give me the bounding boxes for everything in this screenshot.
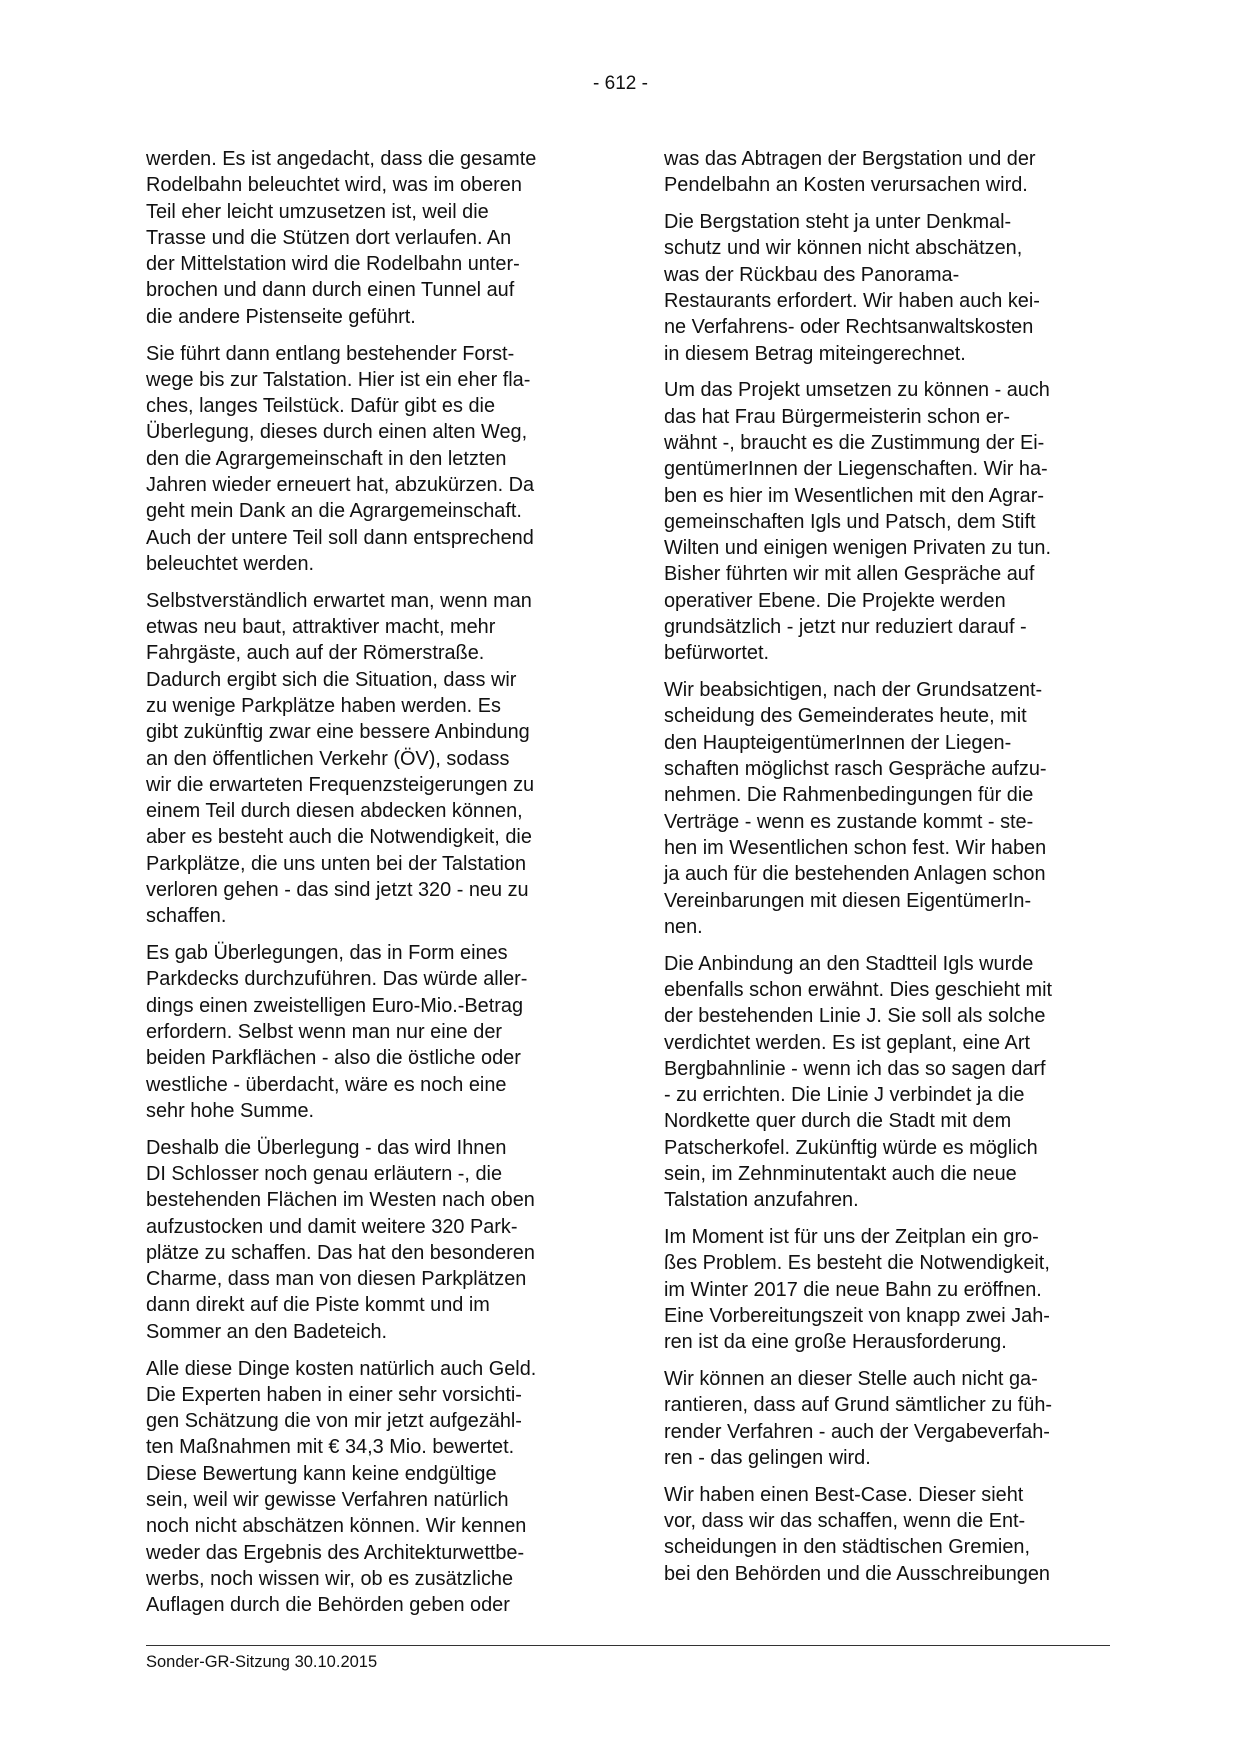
text-line: ten Maßnahmen mit € 34,3 Mio. bewertet. — [146, 1436, 515, 1459]
paragraph — [146, 940, 594, 1124]
text-line: Alle diese Dinge kosten natürlich auch Geld. — [146, 1357, 537, 1380]
text-line: Sie führt dann entlang bestehender Forst- — [146, 342, 515, 365]
text-line: Die Bergstation steht ja unter Denkmal- — [664, 211, 1012, 234]
text-line: schaften möglichst rasch Gespräche aufzu- — [664, 758, 1047, 781]
text-line: vor, dass wir das schaffen, wenn die Ent- — [664, 1510, 1026, 1533]
text-line: den die Agrargemeinschaft in den letzten — [146, 447, 507, 470]
text-line: einem Teil durch diesen abdecken können, — [146, 800, 523, 823]
left-column — [146, 146, 594, 1629]
text-line: beiden Parkflächen - also die östliche oder — [146, 1047, 521, 1070]
text-line: Teil eher leicht umzusetzen ist, weil die — [146, 200, 489, 223]
text-line: zu wenige Parkplätze haben werden. Es — [146, 694, 501, 717]
right-column — [664, 146, 1112, 1597]
text-line: gen Schätzung die von mir jetzt aufgezähl- — [146, 1410, 522, 1433]
text-line: Eine Vorbereitungszeit von knapp zwei Jah- — [664, 1304, 1050, 1327]
text-line: Vereinbarungen mit diesen EigentümerIn- — [664, 889, 1032, 912]
paragraph — [664, 1366, 1112, 1471]
text-line: Selbstverständlich erwartet man, wenn man — [146, 589, 532, 612]
text-line: Deshalb die Überlegung - das wird Ihnen — [146, 1136, 507, 1159]
paragraph — [146, 588, 594, 930]
text-line: Bergbahnlinie - wenn ich das so sagen darf — [664, 1057, 1046, 1080]
text-line: ßes Problem. Es besteht die Notwendigkeit, — [664, 1252, 1050, 1275]
text-line: Auch der untere Teil soll dann entsprechend — [146, 526, 534, 549]
text-line: werbs, noch wissen wir, ob es zusätzliche — [146, 1567, 514, 1590]
text-line: gemeinschaften Igls und Patsch, dem Stift — [664, 510, 1036, 533]
text-line: scheidung des Gemeinderates heute, mit — [664, 705, 1027, 728]
text-line: Jahren wieder erneuert hat, abzukürzen. Da — [146, 474, 535, 497]
text-line: im Winter 2017 die neue Bahn zu eröffnen. — [664, 1278, 1042, 1301]
paragraph — [664, 951, 1112, 1214]
text-line: ebenfalls schon erwähnt. Dies geschieht mit — [664, 978, 1053, 1001]
text-line: ben es hier im Wesentlichen mit den Agrar- — [664, 484, 1044, 507]
text-line: - zu errichten. Die Linie J verbindet ja die — [664, 1084, 1025, 1107]
text-line: render Verfahren - auch der Vergabeverfah- — [664, 1420, 1050, 1443]
text-line: ne Verfahrens- oder Rechtsanwaltskosten — [664, 316, 1034, 339]
text-line: wähnt -, braucht es die Zustimmung der Ei- — [664, 431, 1045, 454]
paragraph — [664, 146, 1112, 199]
text-line: Wir haben einen Best-Case. Dieser sieht — [664, 1483, 1024, 1506]
text-line: Diese Bewertung kann keine endgültige — [146, 1462, 497, 1485]
text-line: weder das Ergebnis des Architekturwettbe- — [146, 1541, 525, 1564]
text-line: Auflagen durch die Behörden geben oder — [146, 1594, 510, 1617]
text-line: sein, im Zehnminutentakt auch die neue — [664, 1162, 1017, 1185]
text-line: ren ist da eine große Herausforderung. — [664, 1331, 1007, 1354]
text-line: Parkdecks durchzuführen. Das würde aller- — [146, 968, 528, 991]
text-line: Wilten und einigen wenigen Privaten zu tun. — [664, 537, 1052, 560]
paragraph — [664, 1224, 1112, 1355]
text-line: operativer Ebene. Die Projekte werden — [664, 589, 1006, 612]
text-line: Talstation anzufahren. — [664, 1189, 859, 1212]
text-line: schutz und wir können nicht abschätzen, — [664, 237, 1023, 260]
text-line: Fahrgäste, auch auf der Römerstraße. — [146, 642, 485, 665]
text-line: Parkplätze, die uns unten bei der Talstation — [146, 852, 527, 875]
text-line: bestehenden Flächen im Westen nach oben — [146, 1189, 535, 1212]
text-line: Wir können an dieser Stelle auch nicht ga- — [664, 1368, 1038, 1391]
paragraph — [146, 1356, 594, 1619]
text-line: Die Experten haben in einer sehr vorsichti- — [146, 1383, 522, 1406]
paragraph — [146, 1135, 594, 1345]
footer-divider — [146, 1645, 1110, 1646]
text-line: rantieren, dass auf Grund sämtlicher zu füh- — [664, 1394, 1053, 1417]
text-line: den HaupteigentümerInnen der Liegen- — [664, 731, 1012, 754]
text-line: ja auch für die bestehenden Anlagen schon — [664, 863, 1046, 886]
text-line: erfordern. Selbst wenn man nur eine der — [146, 1021, 503, 1043]
text-line: nen. — [664, 915, 703, 938]
text-line: ren - das gelingen wird. — [664, 1446, 871, 1469]
text-line: Bisher führten wir mit allen Gespräche auf — [664, 563, 1035, 586]
page-number: - 612 - — [593, 73, 648, 94]
text-line: hen im Wesentlichen schon fest. Wir haben — [664, 836, 1047, 859]
text-line: was das Abtragen der Bergstation und der — [664, 148, 1036, 170]
text-line: verdichtet werden. Es ist geplant, eine Art — [664, 1031, 1030, 1054]
text-line: Verträge - wenn es zustande kommt - ste- — [664, 810, 1034, 833]
text-line: befürwortet. — [664, 642, 770, 665]
text-line: brochen und dann durch einen Tunnel auf — [146, 279, 515, 302]
text-line: die andere Pistenseite geführt. — [146, 305, 416, 328]
text-line: sehr hohe Summe. — [146, 1099, 315, 1122]
paragraph — [664, 209, 1112, 367]
text-line: beleuchtet werden. — [146, 552, 315, 575]
text-line: Rodelbahn beleuchtet wird, was im oberen — [146, 174, 522, 197]
text-line: verloren gehen - das sind jetzt 320 - neu zu — [146, 879, 529, 902]
text-line: DI Schlosser noch genau erläutern -, die — [146, 1162, 503, 1185]
text-line: Restaurants erfordert. Wir haben auch kei- — [664, 289, 1040, 312]
text-line: dings einen zweistelligen Euro-Mio.-Betrag — [146, 994, 524, 1017]
text-line: wege bis zur Talstation. Hier ist ein eher fla- — [146, 368, 531, 391]
text-line: Die Anbindung an den Stadtteil Igls wurde — [664, 952, 1034, 975]
text-line: Pendelbahn an Kosten verursachen wird. — [664, 174, 1028, 197]
text-line: das hat Frau Bürgermeisterin schon er- — [664, 405, 1011, 428]
text-line: in diesem Betrag miteingerechnet. — [664, 342, 966, 365]
text-line: Sommer an den Badeteich. — [146, 1320, 388, 1343]
text-line: der Mittelstation wird die Rodelbahn unter- — [146, 253, 520, 276]
paragraph — [664, 377, 1112, 666]
text-line: ches, langes Teilstück. Dafür gibt es die — [146, 395, 496, 418]
text-line: Es gab Überlegungen, das in Form eines — [146, 942, 508, 965]
paragraph — [146, 341, 594, 578]
text-line: Im Moment ist für uns der Zeitplan ein gro- — [664, 1226, 1039, 1249]
text-line: gentümerInnen der Liegenschaften. Wir ha- — [664, 458, 1048, 481]
text-line: gibt zukünftig zwar eine bessere Anbindung — [146, 721, 530, 744]
text-line: Patscherkofel. Zukünftig würde es möglich — [664, 1136, 1038, 1159]
text-line: aufzustocken und damit weitere 320 Park- — [146, 1215, 518, 1238]
text-line: an den öffentlichen Verkehr (ÖV), sodass — [146, 747, 510, 770]
text-line: westliche - überdacht, wäre es noch eine — [146, 1073, 507, 1096]
text-line: der bestehenden Linie J. Sie soll als solche — [664, 1005, 1046, 1028]
text-line: nehmen. Die Rahmenbedingungen für die — [664, 784, 1034, 807]
text-line: aber es besteht auch die Notwendigkeit, die — [146, 826, 532, 849]
text-line: wir die erwarteten Frequenzsteigerungen zu — [146, 773, 535, 796]
paragraph — [664, 677, 1112, 940]
text-line: dann direkt auf die Piste kommt und im — [146, 1294, 490, 1317]
text-line: sein, weil wir gewisse Verfahren natürlich — [146, 1489, 509, 1512]
text-line: was der Rückbau des Panorama- — [664, 263, 960, 286]
text-line: Trasse und die Stützen dort verlaufen. An — [146, 226, 512, 249]
text-line: plätze zu schaffen. Das hat den besonderen — [146, 1241, 535, 1264]
footer-session-label: Sonder-GR-Sitzung 30.10.2015 — [146, 1653, 378, 1671]
text-line: scheidungen in den städtischen Gremien, — [664, 1536, 1030, 1559]
text-line: Charme, dass man von diesen Parkplätzen — [146, 1268, 527, 1291]
text-line: Um das Projekt umsetzen zu können - auch — [664, 379, 1050, 402]
text-line: Dadurch ergibt sich die Situation, dass wir — [146, 668, 517, 691]
paragraph — [146, 146, 594, 330]
paragraph — [664, 1482, 1112, 1587]
text-line: etwas neu baut, attraktiver macht, mehr — [146, 616, 496, 639]
text-line: bei den Behörden und die Ausschreibungen — [664, 1562, 1050, 1585]
text-line: werden. Es ist angedacht, dass die gesamte — [146, 148, 537, 170]
text-line: Wir beabsichtigen, nach der Grundsatzent- — [664, 679, 1043, 702]
text-line: Überlegung, dieses durch einen alten Weg, — [146, 421, 528, 444]
text-line: schaffen. — [146, 905, 227, 928]
text-line: Nordkette quer durch die Stadt mit dem — [664, 1110, 1012, 1133]
text-line: grundsätzlich - jetzt nur reduziert darauf - — [664, 616, 1027, 639]
text-line: geht mein Dank an die Agrargemeinschaft. — [146, 500, 522, 523]
text-line: noch nicht abschätzen können. Wir kennen — [146, 1515, 527, 1538]
